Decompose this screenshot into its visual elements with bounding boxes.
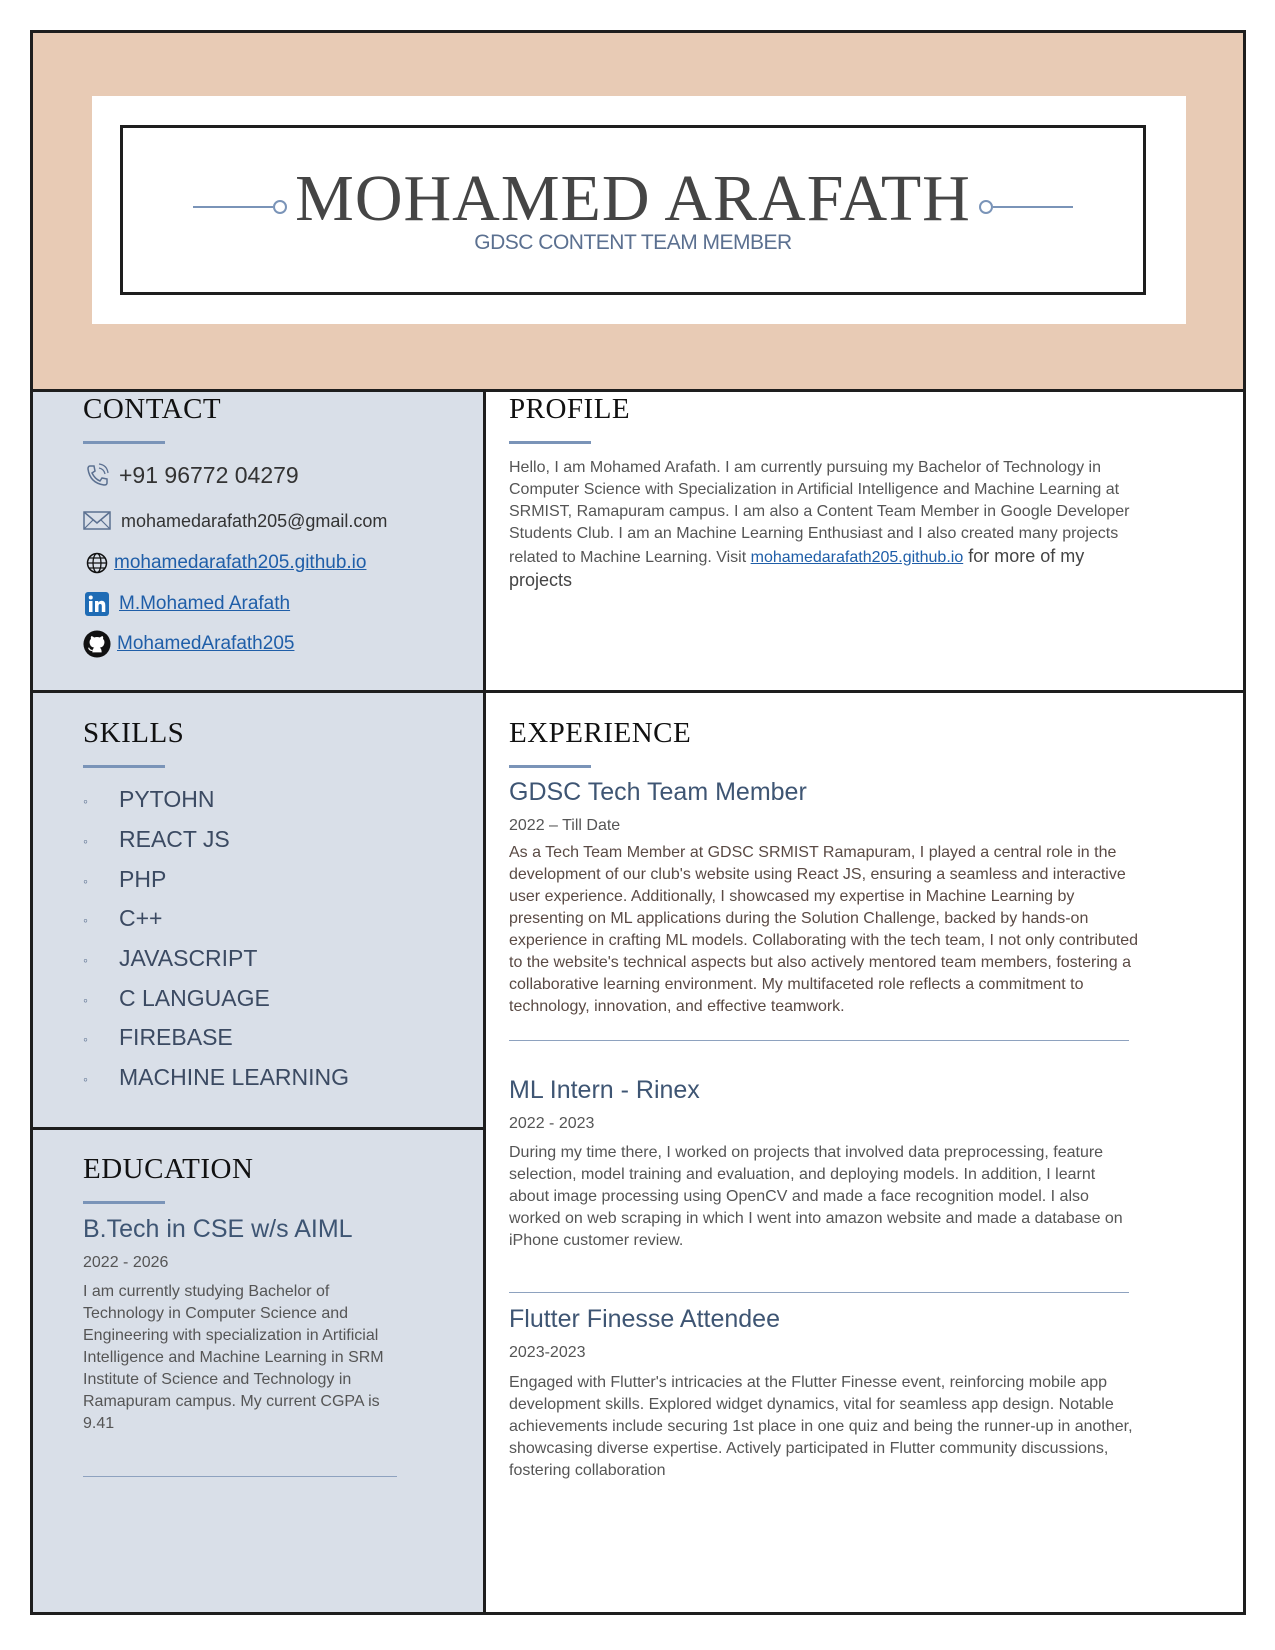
profile-text [509, 457, 1139, 593]
phone-number: +91 96772 04279 [119, 461, 299, 488]
github-link[interactable]: MohamedArafath205 [117, 633, 295, 654]
bullet-icon: ◦ [83, 951, 88, 968]
skill-item: ◦ PYTOHN [83, 786, 215, 812]
contact-heading: CONTACT [83, 393, 222, 425]
contact-linkedin[interactable] [83, 590, 290, 618]
email-address: mohamedarafath205@gmail.com [121, 510, 388, 531]
contact-phone [83, 461, 299, 489]
row-divider-1 [33, 690, 1243, 693]
job-dates: 2023-2023 [509, 1344, 586, 1361]
github-icon [83, 630, 111, 658]
candidate-name: MOHAMED ARAFATH [295, 162, 971, 235]
contact-website[interactable] [83, 549, 366, 577]
job-title: GDSC Tech Team Member [509, 778, 807, 806]
education-dates: 2022 - 2026 [83, 1254, 169, 1271]
skills-heading-underline [83, 765, 165, 768]
profile-body-end: for more of my projects [509, 546, 1085, 590]
job-dates: 2022 – Till Date [509, 817, 621, 834]
skill-item: ◦ PHP [83, 866, 167, 892]
job-description: Engaged with Flutter's intricacies at the Flutter Finesse event, reinforcing mobile app development skills. Explored widget dynamics, vital for seamless app design. Notable achievements include securing 1st place in one quiz and being the runner-up in another, showcasing diverse expertise. Actively participated in Flutter community discussions, fostering collaboration [509, 1374, 1133, 1479]
job-description: During my time there, I worked on projects that involved data preprocessing, feature selection, model training and evaluation, and deploying models. In addition, I learnt about image processing using OpenCV and made a face recognition model. I also worked on web scraping in which I went into amazon website and made a database on iPhone customer review. [509, 1144, 1123, 1249]
column-divider [483, 392, 486, 1612]
bullet-icon: ◦ [83, 872, 88, 889]
bullet-icon: ◦ [83, 991, 88, 1008]
profile-body: Hello, I am Mohamed Arafath. I am currently pursuing my Bachelor of Technology in Computer Science with Specialization in Artificial Intelligence and Machine Learning at SRMIST, Ramapuram campus. I am also a Content Team Member in Google Developer Students Club. I am an Machine Learning Enthusiast and I also created many projects related to Machine Learning. Visit [509, 459, 1130, 566]
skill-item: ◦ C++ [83, 905, 163, 931]
skill-item: ◦ C LANGUAGE [83, 985, 270, 1011]
job-dates: 2022 - 2023 [509, 1115, 595, 1132]
linkedin-icon [83, 590, 111, 618]
skill-item: ◦ FIREBASE [83, 1024, 233, 1050]
profile-portfolio-link[interactable]: mohamedarafath205.github.io [750, 549, 964, 566]
education-heading-underline [83, 1201, 165, 1204]
phone-icon [83, 461, 111, 489]
job-title: Flutter Finesse Attendee [509, 1305, 780, 1333]
row-divider-2 [33, 1127, 483, 1130]
contact-github[interactable] [83, 630, 294, 658]
bullet-icon: ◦ [83, 1070, 88, 1087]
candidate-role: GDSC CONTENT TEAM MEMBER [474, 231, 792, 254]
education-heading: EDUCATION [83, 1153, 254, 1185]
mail-icon [83, 507, 111, 535]
experience-heading-underline [509, 765, 591, 768]
globe-icon [83, 549, 111, 577]
education-separator [83, 1476, 397, 1477]
header-name-box [120, 125, 1146, 295]
bullet-icon: ◦ [83, 1030, 88, 1047]
job-title: ML Intern - Rinex [509, 1076, 700, 1104]
skill-item: ◦ REACT JS [83, 826, 230, 852]
skill-item: ◦ MACHINE LEARNING [83, 1064, 350, 1090]
bullet-icon: ◦ [83, 911, 88, 928]
header-banner [33, 33, 1243, 392]
skills-heading: SKILLS [83, 717, 185, 749]
experience-separator [509, 1292, 1129, 1293]
education-description: I am currently studying Bachelor of Technology in Computer Science and Engineering with specialization in Artificial Intelligence and Machine Learning in SRM Institute of Science and Technology in Ramapuram campus. My current CGPA is 9.41 [83, 1283, 384, 1432]
linkedin-link[interactable]: M.Mohamed Arafath [119, 593, 291, 614]
skill-item: ◦ JAVASCRIPT [83, 945, 258, 971]
profile-heading: PROFILE [509, 393, 631, 425]
contact-email [83, 507, 387, 535]
experience-heading: EXPERIENCE [509, 717, 692, 749]
header-card [92, 96, 1186, 324]
bullet-icon: ◦ [83, 792, 88, 809]
job-description: As a Tech Team Member at GDSC SRMIST Ramapuram, I played a central role in the development of our club's website using React JS, ensuring a seamless and interactive user experience. Additionally, I showcased my expertise in Machine Learning by presenting on ML applications during the Solution Challenge, backed by hands-on experience in crafting ML models. Collaborating with the tech team, I not only contributed to the website's technical aspects but also actively mentored team members, fostering a collaborative learning environment. My multifaceted role reflects a commitment to technology, innovation, and effective teamwork. [509, 844, 1139, 1015]
experience-separator [509, 1040, 1129, 1041]
profile-heading-underline [509, 441, 591, 444]
bullet-icon: ◦ [83, 832, 88, 849]
resume-page [30, 30, 1246, 1615]
degree-title: B.Tech in CSE w/s AIML [83, 1215, 353, 1243]
website-link[interactable]: mohamedarafath205.github.io [114, 552, 367, 573]
contact-heading-underline [83, 441, 165, 444]
